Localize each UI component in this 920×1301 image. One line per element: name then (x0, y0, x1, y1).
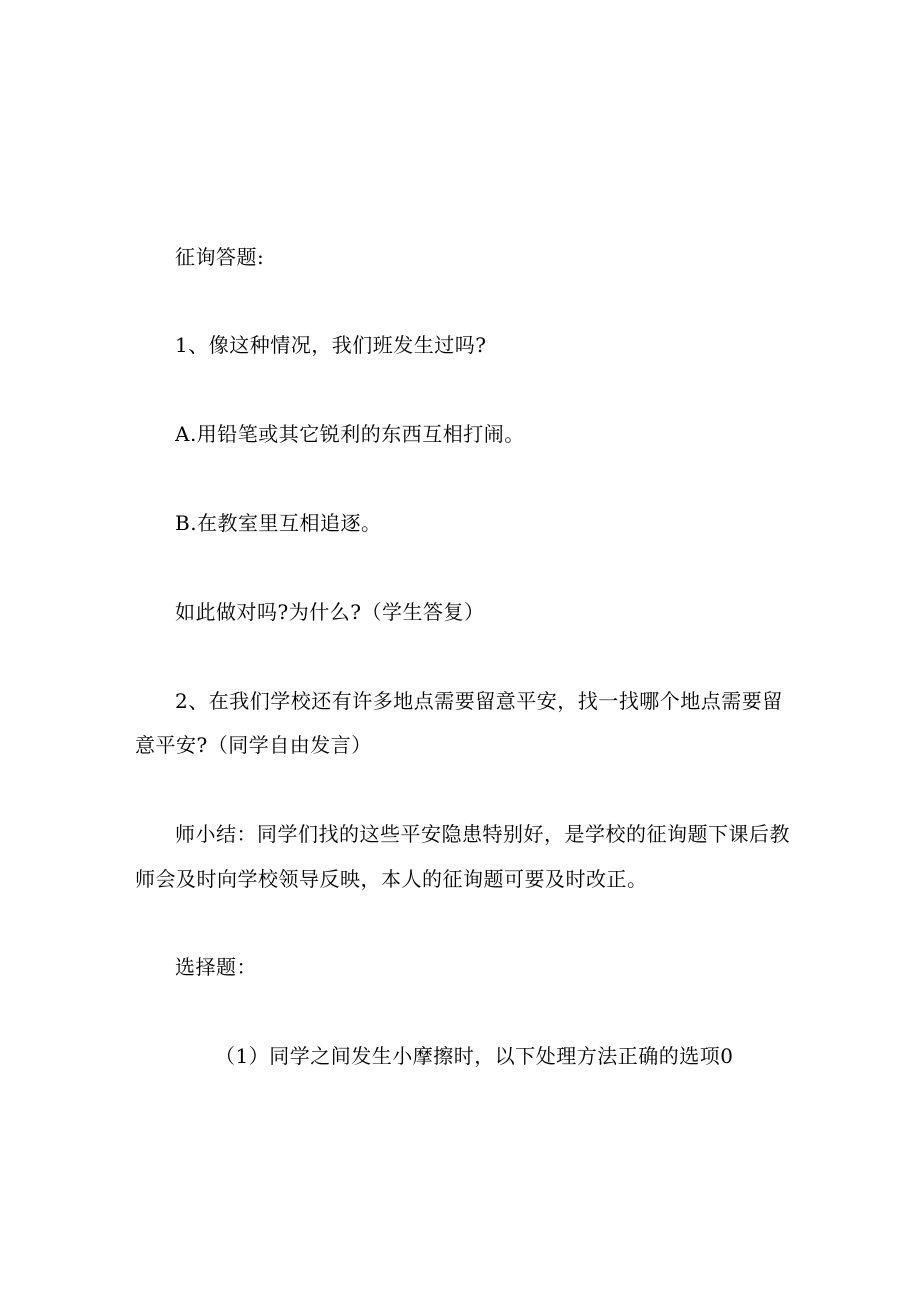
question-1: 1、像这种情况，我们班发生过吗? (175, 333, 487, 357)
section-heading-questions: 征询答题: (175, 245, 265, 269)
follow-up-question: 如此做对吗?为什么?（学生答复） (175, 600, 485, 624)
teacher-summary-line-1: 师小结：同学们找的这些平安隐患特别好，是学校的征询题下课后教 (175, 822, 790, 846)
section-heading-multiple-choice: 选择题： (175, 955, 257, 979)
teacher-summary-line-2: 师会及时向学校领导反映，本人的征询题可要及时改正。 (135, 867, 648, 891)
multiple-choice-question-1: （1）同学之间发生小摩擦时，以下处理方法正确的选项0 (215, 1044, 734, 1068)
question-2-line-1: 2、在我们学校还有许多地点需要留意平安，找一找哪个地点需要留 (175, 689, 783, 713)
option-a: A.用铅笔或其它锐利的东西互相打闹。 (175, 422, 525, 446)
question-2-line-2: 意平安?（同学自由发言） (135, 733, 372, 757)
option-b: B.在教室里互相追逐。 (175, 511, 382, 535)
